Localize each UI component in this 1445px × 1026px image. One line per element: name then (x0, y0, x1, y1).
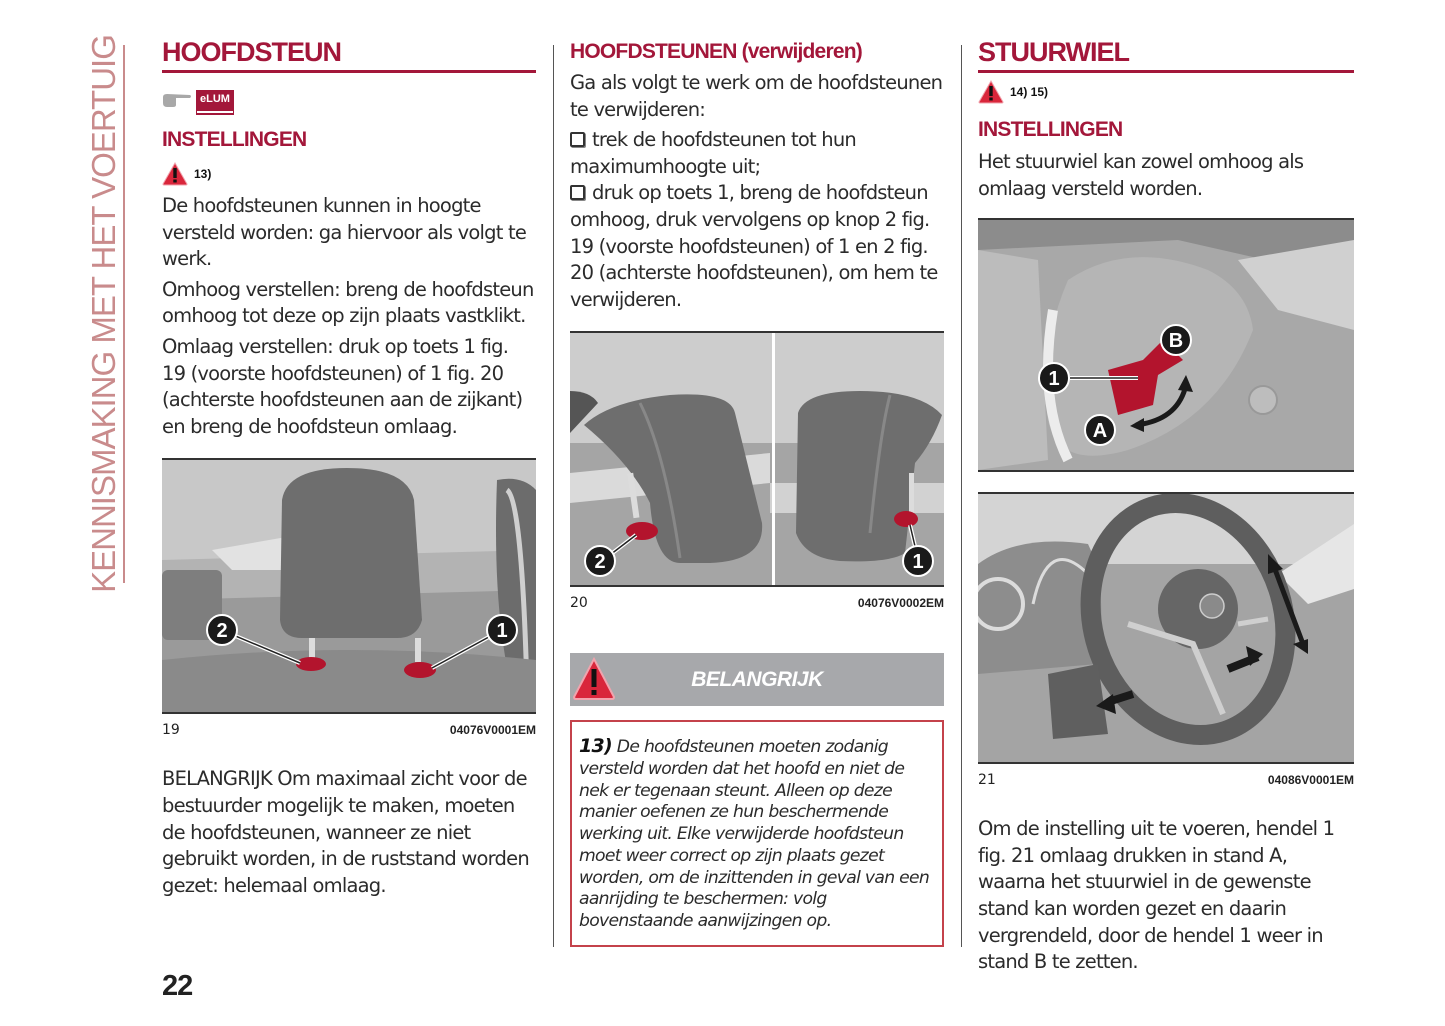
pointing-hand-icon (162, 92, 192, 108)
callout-1 (1039, 363, 1069, 393)
svg-text:1: 1 (912, 551, 924, 574)
intro-paragraph: Ga als volgt te werk om de hoofdsteunen te verwijderen: (570, 71, 943, 121)
callout-2 (207, 615, 237, 645)
figure-21-lever-illustration (978, 220, 1354, 470)
subheading-instellingen: INSTELLINGEN (978, 118, 1123, 141)
step-item (570, 127, 944, 180)
figure-19-caption (162, 722, 536, 738)
figure-number: 20 (570, 595, 588, 612)
column-divider (553, 45, 554, 947)
figure-code: 04076V0001EM (449, 723, 536, 738)
section-title-hoofdsteun: HOOFDSTEUN (162, 36, 536, 73)
callout-1 (903, 546, 933, 576)
note-text: De hoofdsteunen moeten zodanig versteld worden dat het hoofd en niet de nek er tegenaan steunt. Alleen op deze manier oefenen ze hun beschermende werking uit. Elke verwijderde hoofdsteun moet weer correct op zijn plaats gezet worden, om de inzittenden in geval van een aanrijding te beschermen: volg bovenstaande aanwijzingen op. (579, 737, 930, 931)
svg-text:2: 2 (216, 620, 228, 643)
svg-text:A: A (1092, 420, 1108, 443)
warning-triangle-icon (572, 657, 616, 705)
section-title-verwijderen: HOOFDSTEUNEN (verwijderen) (570, 40, 862, 63)
chapter-title-text: KENNISMAKING MET HET VOERTUIG (85, 35, 123, 593)
note-ref-number: 13) (579, 735, 613, 758)
checkbox-bullet-icon (570, 132, 585, 147)
figure-19-headrest (162, 458, 536, 714)
elum-reference (162, 85, 536, 115)
important-title: BELANGRIJK (691, 667, 823, 691)
chapter-side-title (84, 35, 124, 593)
svg-text:B: B (1168, 330, 1184, 353)
warning-reference (978, 77, 1354, 107)
intro-paragraph: Het stuurwiel kan zowel omhoog als omlaag versteld worden. (978, 150, 1304, 200)
column-steering-wheel (978, 36, 1354, 976)
important-note (579, 736, 934, 932)
figure-21-steering-wheel (978, 492, 1354, 764)
warning-ref-numbers[interactable]: 14) 15) (1010, 85, 1049, 99)
section-title-stuurwiel: STUURWIEL (978, 36, 1354, 73)
column-divider (961, 45, 962, 947)
warning-reference (162, 159, 536, 189)
callout-B (1161, 325, 1191, 355)
step-text: trek de hoofdsteunen tot hun maximumhoogte uit; (570, 128, 856, 178)
subheading-instellingen: INSTELLINGEN (162, 128, 307, 151)
paragraph: De hoofdsteunen kunnen in hoogte versteld worden: ga hiervoor als volgt te werk. (162, 194, 527, 271)
paragraph: Omhoog verstellen: breng de hoofdsteun omhoog tot deze op zijn plaats vastklikt. (162, 277, 534, 328)
elum-badge[interactable]: eLUM (196, 90, 234, 111)
callout-1 (487, 615, 517, 645)
callout-2 (585, 546, 615, 576)
figure-21-wheel-illustration (978, 494, 1354, 762)
page-number: 22 (162, 970, 193, 1002)
column-headrest (162, 36, 536, 899)
figure-20-illustration (570, 333, 944, 585)
warning-triangle-icon (162, 162, 188, 186)
figure-number: 21 (978, 772, 996, 789)
important-banner (570, 653, 944, 706)
chapter-rule (123, 45, 125, 583)
figure-20-headrests (570, 331, 944, 587)
paragraph: Omlaag verstellen: druk op toets 1 fig. 19 (voorste hoofdsteunen) of 1 fig. 20 (achterste hoofdsteunen aan de zijkant) en breng de hoofdsteun omlaag. (162, 334, 523, 438)
closing-paragraph: BELANGRIJK Om maximaal zicht voor de bestuurder mogelijk te maken, moeten de hoofdsteunen, wanneer ze niet gebruikt worden, in de ruststand worden gezet: helemaal omlaag. (162, 767, 529, 897)
figure-20-caption (570, 595, 944, 611)
figure-21-lever (978, 218, 1354, 472)
column-headrest-removal (570, 36, 944, 947)
figure-code: 04086V0001EM (1267, 773, 1354, 788)
important-note-box (570, 720, 944, 946)
figure-code: 04076V0002EM (857, 596, 944, 611)
warning-triangle-icon (978, 80, 1004, 104)
closing-paragraph: Om de instelling uit te voeren, hendel 1 fig. 21 omlaag drukken in stand A, waarna het stuurwiel in de gewenste stand kan worden gezet en daarin vergrendeld, door de hendel 1 weer in stand B te zetten. (978, 817, 1335, 974)
svg-text:1: 1 (1048, 368, 1060, 391)
warning-ref-number[interactable]: 13) (194, 167, 212, 181)
callout-A (1085, 415, 1115, 445)
figure-21-caption (978, 772, 1354, 788)
checkbox-bullet-icon (570, 185, 585, 200)
figure-19-illustration (162, 460, 536, 712)
svg-text:2: 2 (594, 551, 606, 574)
step-text: druk op toets 1, breng de hoofdsteun omhoog, druk vervolgens op knop 2 fig. 19 (voorste hoofdsteunen) of 1 en 2 fig. 20 (achterste hoofdsteunen), om hem te verwijderen. (570, 181, 938, 311)
step-item (570, 180, 944, 313)
svg-text:1: 1 (496, 620, 508, 643)
figure-number: 19 (162, 722, 180, 739)
